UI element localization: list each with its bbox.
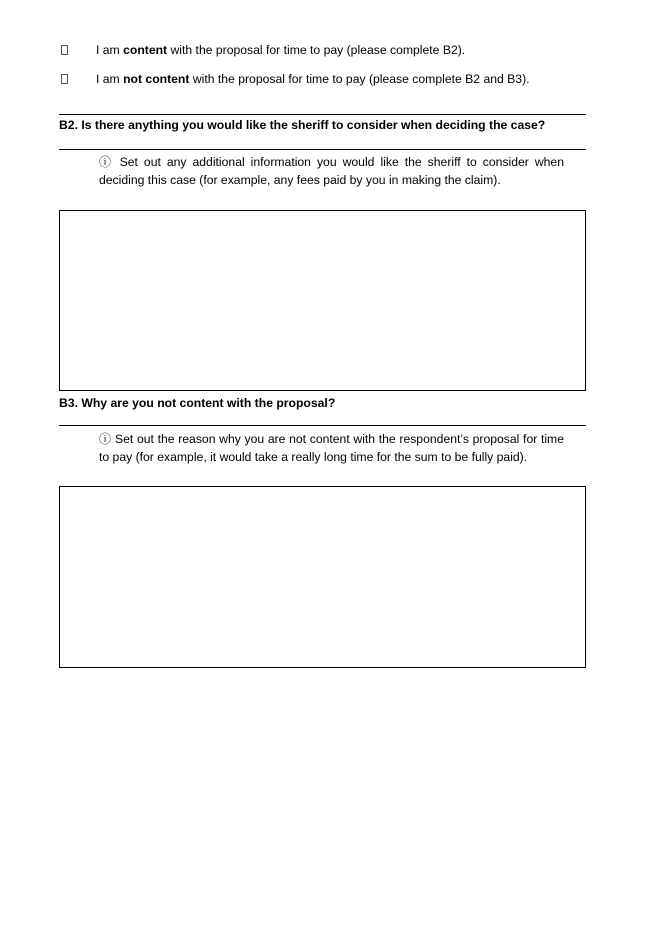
option-content-emphasis: content — [123, 43, 168, 57]
b2-heading: B2. Is there anything you would like the sheriff to consider when deciding the case? — [59, 118, 546, 132]
option-not-content-row[interactable] — [60, 71, 600, 87]
option-not-content-label — [96, 72, 530, 86]
option-content-prefix: I am — [96, 43, 124, 57]
option-not-content-emphasis: not content — [123, 72, 190, 86]
b2-top-divider — [59, 114, 586, 115]
b3-answer-box[interactable] — [59, 486, 586, 668]
b2-guidance-text: Set out any additional information you would like the sheriff to consider when deciding this case (for example, any fees paid by you in making the claim). — [99, 155, 564, 187]
content-checkbox[interactable] — [61, 45, 68, 55]
b3-heading: B3. Why are you not content with the proposal? — [59, 396, 336, 410]
b3-guidance-text: Set out the reason why you are not content with the respondent’s proposal for time to pay (for example, it would take a really long time for the sum to be fully paid). — [99, 432, 564, 464]
b2-answer-box[interactable] — [59, 210, 586, 391]
b2-heading-divider — [59, 149, 586, 150]
option-content-row[interactable] — [60, 42, 600, 58]
b3-guidance — [99, 430, 564, 466]
b3-heading-divider — [59, 425, 586, 426]
option-content-label — [96, 43, 465, 57]
option-not-content-prefix: I am — [96, 72, 124, 86]
option-not-content-suffix: with the proposal for time to pay (please complete B2 and B3). — [189, 72, 530, 86]
not-content-checkbox[interactable] — [61, 74, 68, 84]
b2-guidance — [99, 153, 564, 189]
option-content-suffix: with the proposal for time to pay (please complete B2). — [167, 43, 466, 57]
info-icon: ⓘ — [99, 432, 112, 446]
info-icon: ⓘ — [99, 155, 114, 169]
